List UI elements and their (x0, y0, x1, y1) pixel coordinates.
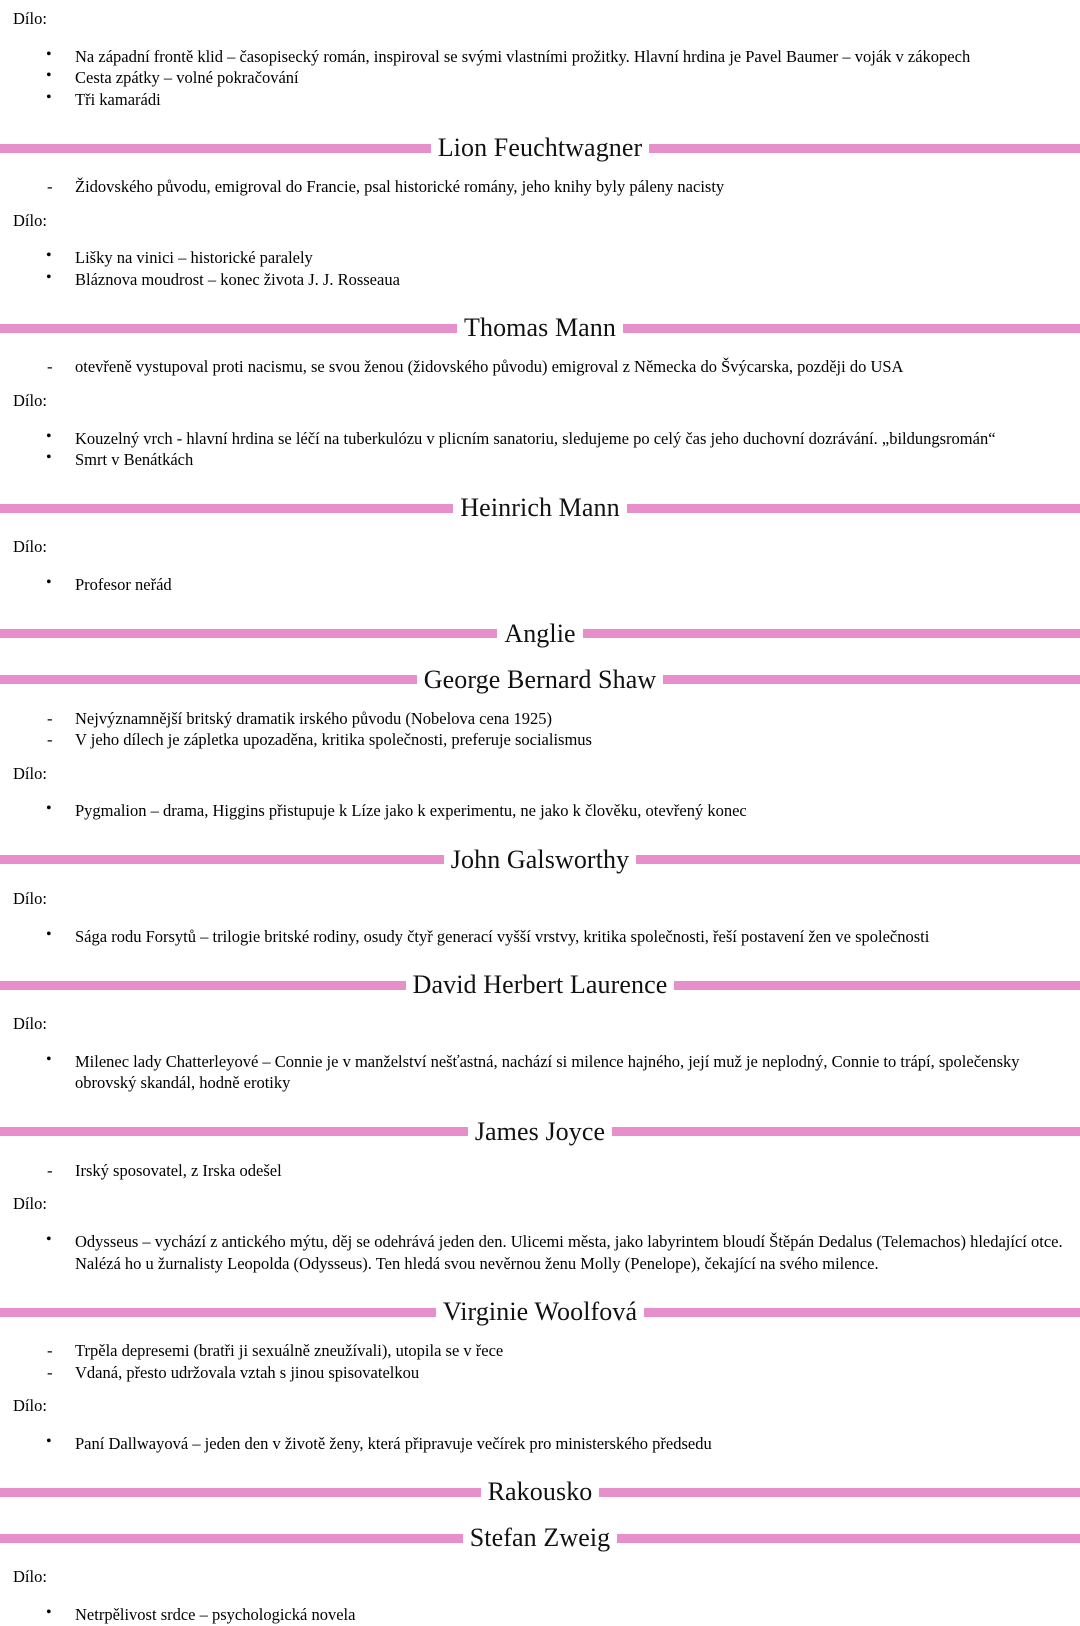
heading-title: John Galsworthy (450, 844, 630, 874)
notes-james-joyce (0, 1160, 1080, 1181)
vertical-gap (0, 1274, 1080, 1298)
vertical-gap (0, 822, 1080, 846)
works-label-heinrich-mann: Dílo: (13, 537, 47, 557)
heading-anglie (0, 620, 1080, 648)
works-list-shaw (0, 800, 1080, 821)
list-item: • Paní Dallwayová – jeden den v životě ženy, která připravuje večírek pro ministerského předsedu (0, 1433, 1080, 1454)
list-item: • Profesor neřád (0, 574, 1080, 595)
heading-title: Lion Feuchtwagner (437, 133, 643, 163)
works-list-woolfova (0, 1433, 1080, 1454)
vertical-gap (0, 1035, 1080, 1051)
vertical-gap (0, 910, 1080, 926)
works-list-feuchtwagner (0, 247, 1080, 290)
vertical-gap (0, 1588, 1080, 1604)
works-list-galsworthy (0, 926, 1080, 947)
heading-title: Stefan Zweig (469, 1523, 611, 1553)
heading-rule-left (0, 1308, 436, 1317)
notes-lion-feuchtwagner (0, 176, 1080, 197)
heading-james-joyce (0, 1118, 1080, 1146)
vertical-gap (0, 470, 1080, 494)
list-item: • Netrpělivost srdce – psychologická novela (0, 1604, 1080, 1625)
heading-title: Virginie Woolfová (442, 1297, 638, 1327)
note-item: - V jeho dílech je zápletka upozaděna, kritika společnosti, preferuje socialismus (0, 729, 1080, 750)
heading-george-bernard-shaw (0, 666, 1080, 694)
vertical-gap (0, 1417, 1080, 1433)
vertical-gap (0, 231, 1080, 247)
vertical-gap (0, 342, 1080, 356)
works-list-remarque (0, 46, 1080, 110)
heading-title: Rakousko (487, 1477, 593, 1507)
works-label-galsworthy: Dílo: (13, 888, 47, 908)
list-item: • Bláznova moudrost – konec života J. J. Rosseaua (0, 269, 1080, 290)
vertical-gap (0, 1383, 1080, 1395)
list-item: • Na západní frontě klid – časopisecký román, inspiroval se svými vlastními prožitky. Hlavní hrdina je Pavel Baumer – voják v zákopech (0, 46, 1080, 67)
heading-rule-left (0, 1488, 481, 1497)
list-item: • Lišky na vinici – historické paralely (0, 247, 1080, 268)
heading-rule-right (636, 855, 1080, 864)
heading-rule-right (623, 324, 1080, 333)
heading-john-galsworthy (0, 846, 1080, 874)
list-item: • Milenec lady Chatterleyové – Connie je v manželství nešťastná, nachází si milence hajného, její muž je neplodný, Connie to trápí, společensky obrovský skandál, hodně erotiky (0, 1051, 1080, 1094)
vertical-gap (0, 784, 1080, 800)
works-label-shaw: Dílo: (13, 763, 47, 783)
vertical-gap (0, 1215, 1080, 1231)
notes-george-bernard-shaw (0, 708, 1080, 751)
heading-stefan-zweig (0, 1524, 1080, 1552)
list-item: • Sága rodu Forsytů – trilogie britské rodiny, osudy čtyř generací vyšší vrstvy, kritika společnosti, řeší postavení žen ve společnosti (0, 926, 1080, 947)
heading-title: Anglie (504, 618, 576, 648)
heading-rule-right (599, 1488, 1080, 1497)
vertical-gap (0, 1552, 1080, 1566)
notes-thomas-mann (0, 356, 1080, 377)
list-item: • Kouzelný vrch - hlavní hrdina se léčí na tuberkulózu v plicním sanatoriu, sledujeme po celý čas jeho duchovní dozrávání. „bildungsromán“ (0, 428, 1080, 449)
vertical-gap (0, 1181, 1080, 1193)
vertical-gap (0, 751, 1080, 763)
list-item: • Cesta zpátky – volné pokračování (0, 67, 1080, 88)
note-item: - Nejvýznamnější britský dramatik irského původu (Nobelova cena 1925) (0, 708, 1080, 729)
vertical-gap (0, 110, 1080, 134)
heading-thomas-mann (0, 314, 1080, 342)
heading-rule-left (0, 1127, 468, 1136)
heading-rule-left (0, 855, 444, 864)
heading-title: James Joyce (474, 1116, 606, 1146)
works-label-remarque: Dílo: (13, 9, 47, 28)
heading-rule-left (0, 981, 406, 990)
vertical-gap (0, 596, 1080, 620)
heading-rule-right (674, 981, 1080, 990)
vertical-gap (0, 290, 1080, 314)
heading-rule-right (644, 1308, 1080, 1317)
heading-rule-left (0, 1534, 463, 1543)
vertical-gap (0, 558, 1080, 574)
works-list-thomas-mann (0, 428, 1080, 471)
heading-title: Heinrich Mann (460, 493, 620, 523)
works-label-zweig: Dílo: (13, 1567, 47, 1587)
vertical-gap (0, 30, 1080, 46)
heading-david-herbert-laurence (0, 971, 1080, 999)
heading-rule-left (0, 504, 453, 513)
vertical-gap (0, 1506, 1080, 1524)
works-label-joyce: Dílo: (13, 1194, 47, 1214)
vertical-gap (0, 1094, 1080, 1118)
note-item: - Irský sposovatel, z Irska odešel (0, 1160, 1080, 1181)
list-item: • Odysseus – vychází z antického mýtu, děj se odehrává jeden den. Ulicemi města, jako labyrintem bloudí Štěpán Dedalus (Telemachos) hledající otce. Nalézá ho u žurnalisty Leopolda (Odysseus). Ten hledá svou nevěrnou ženu Molly (Penelope), čekající na svého milence. (0, 1231, 1080, 1274)
heading-title: Thomas Mann (463, 313, 617, 343)
heading-rule-right (627, 504, 1080, 513)
list-item: • Smrt v Benátkách (0, 449, 1080, 470)
heading-title: George Bernard Shaw (423, 664, 657, 694)
vertical-gap (0, 874, 1080, 888)
vertical-gap (0, 378, 1080, 390)
works-list-joyce (0, 1231, 1080, 1274)
heading-rule-right (617, 1534, 1080, 1543)
vertical-gap (0, 1146, 1080, 1160)
heading-title: David Herbert Laurence (412, 970, 668, 1000)
heading-heinrich-mann (0, 494, 1080, 522)
works-list-zweig (0, 1604, 1080, 1625)
heading-rule-left (0, 144, 431, 153)
heading-rule-right (649, 144, 1080, 153)
heading-rule-left (0, 324, 457, 333)
heading-lion-feuchtwagner (0, 134, 1080, 162)
list-item: • Pygmalion – drama, Higgins přistupuje k Líze jako k experimentu, ne jako k člověku, otevřený konec (0, 800, 1080, 821)
works-list-heinrich-mann (0, 574, 1080, 595)
note-item: - Vdaná, přesto udržovala vztah s jinou spisovatelkou (0, 1362, 1080, 1383)
vertical-gap (0, 412, 1080, 428)
works-label-feuchtwagner: Dílo: (13, 210, 47, 230)
works-label-woolfova: Dílo: (13, 1396, 47, 1416)
heading-rule-right (583, 629, 1080, 638)
note-item: - otevřeně vystupoval proti nacismu, se svou ženou (židovského původu) emigroval z Německa do Švýcarska, později do USA (0, 356, 1080, 377)
heading-rule-left (0, 629, 497, 638)
vertical-gap (0, 1454, 1080, 1478)
vertical-gap (0, 1326, 1080, 1340)
works-label-thomas-mann: Dílo: (13, 390, 47, 410)
note-item: - Židovského původu, emigroval do Francie, psal historické romány, jeho knihy byly páleny nacisty (0, 176, 1080, 197)
vertical-gap (0, 648, 1080, 666)
vertical-gap (0, 999, 1080, 1013)
works-list-laurence (0, 1051, 1080, 1094)
vertical-gap (0, 694, 1080, 708)
vertical-gap (0, 198, 1080, 210)
heading-rakousko (0, 1478, 1080, 1506)
heading-rule-right (663, 675, 1080, 684)
note-item: - Trpěla depresemi (bratři ji sexuálně zneužívali), utopila se v řece (0, 1340, 1080, 1361)
vertical-gap (0, 522, 1080, 536)
vertical-gap (0, 162, 1080, 176)
vertical-gap (0, 947, 1080, 971)
notes-virginie-woolfova (0, 1340, 1080, 1383)
heading-virginie-woolfova (0, 1298, 1080, 1326)
works-label-laurence: Dílo: (13, 1014, 47, 1034)
heading-rule-left (0, 675, 417, 684)
document-content (0, 8, 1080, 1626)
list-item: • Tři kamarádi (0, 89, 1080, 110)
heading-rule-right (612, 1127, 1080, 1136)
